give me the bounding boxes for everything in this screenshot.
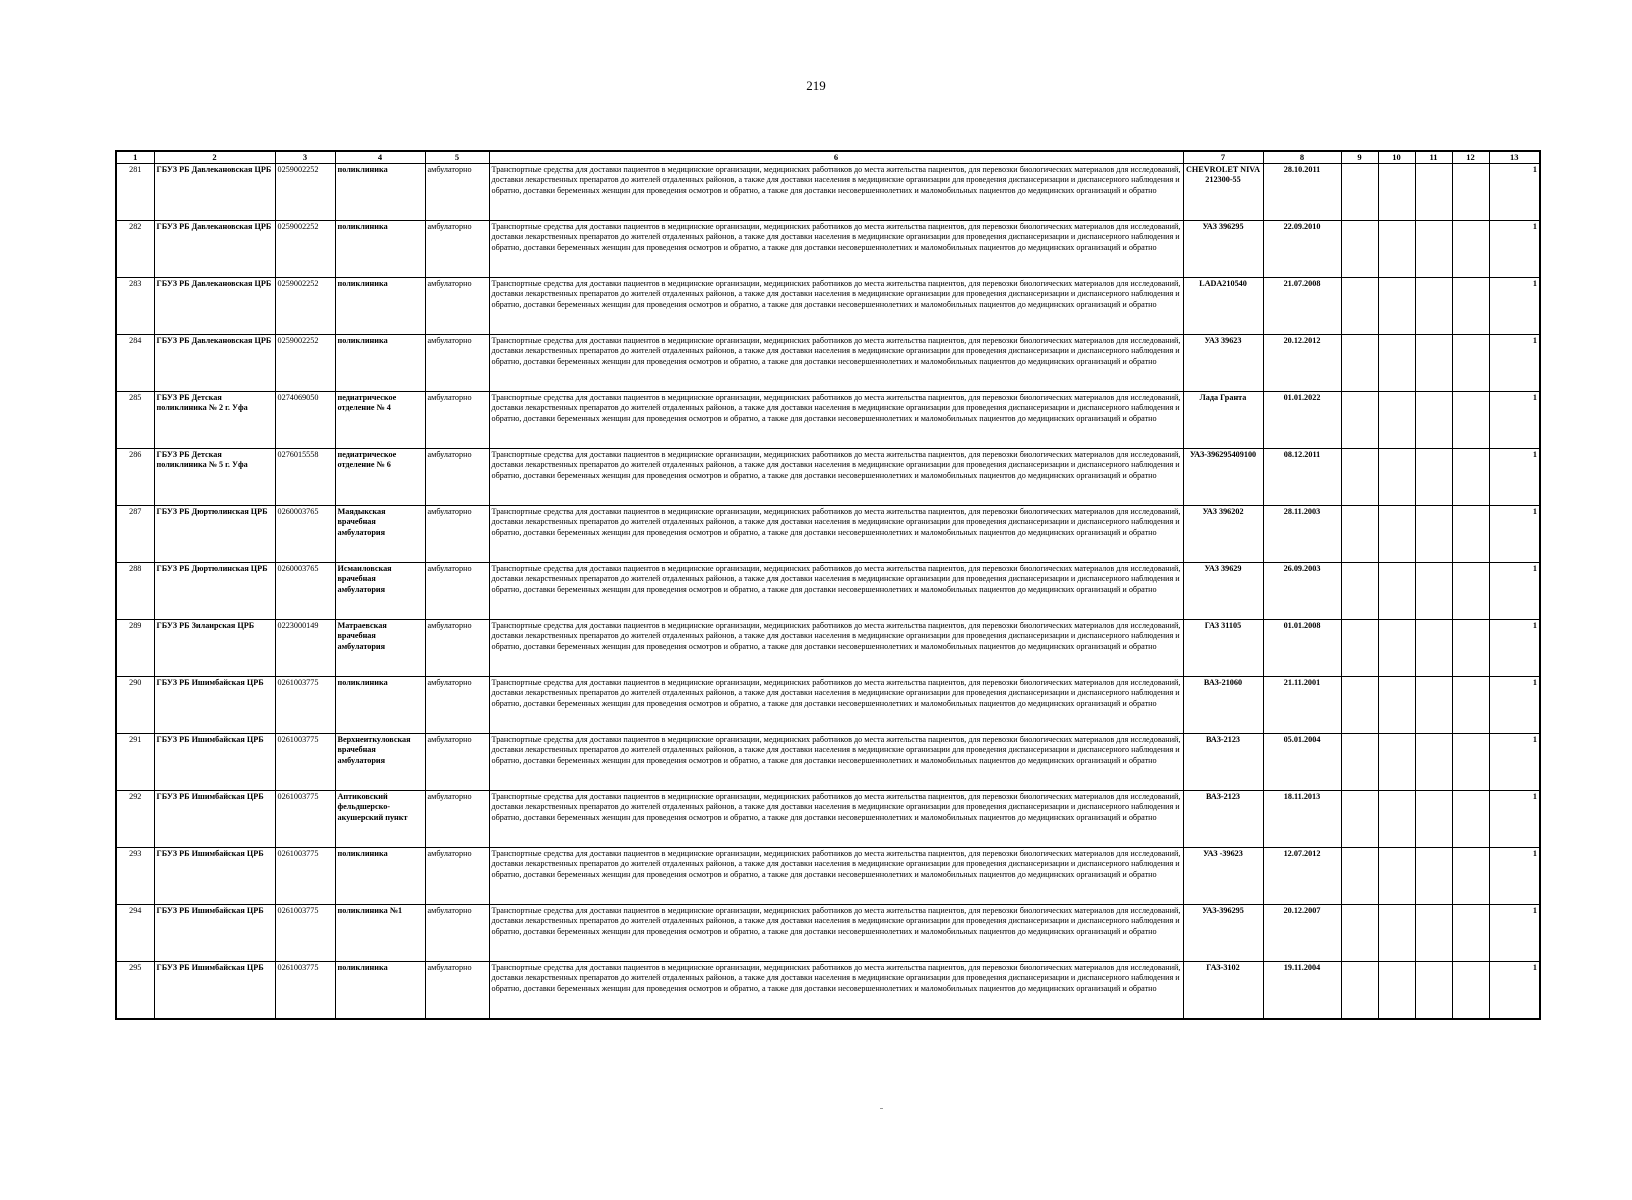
- column-header: 6: [489, 151, 1183, 163]
- column-header: 2: [154, 151, 275, 163]
- empty-cell: [1452, 676, 1489, 733]
- column-header: 8: [1263, 151, 1341, 163]
- care-type-cell: амбулаторно: [425, 163, 489, 220]
- table-row: [116, 277, 1540, 334]
- table-row: [116, 391, 1540, 448]
- row-number-cell: 287: [116, 505, 154, 562]
- empty-cell: [1415, 334, 1452, 391]
- vehicle-model-cell: ГАЗ 31105: [1183, 619, 1263, 676]
- org-code-cell: 0259002252: [275, 163, 335, 220]
- care-type-cell: амбулаторно: [425, 676, 489, 733]
- row-number-cell: 281: [116, 163, 154, 220]
- empty-cell: [1341, 847, 1378, 904]
- date-cell: 01.01.2022: [1263, 391, 1341, 448]
- organization-cell: ГБУЗ РБ Зилаирская ЦРБ: [154, 619, 275, 676]
- row-number-cell: 291: [116, 733, 154, 790]
- empty-cell: [1341, 163, 1378, 220]
- row-number-cell: 289: [116, 619, 154, 676]
- empty-cell: [1452, 790, 1489, 847]
- row-number-cell: 285: [116, 391, 154, 448]
- quantity-cell: 1: [1489, 733, 1540, 790]
- empty-cell: [1415, 961, 1452, 1019]
- row-number-cell: 295: [116, 961, 154, 1019]
- org-code-cell: 0261003775: [275, 847, 335, 904]
- empty-cell: [1341, 676, 1378, 733]
- organization-cell: ГБУЗ РБ Давлекановская ЦРБ: [154, 334, 275, 391]
- empty-cell: [1452, 733, 1489, 790]
- subdivision-cell: Исмаиловская врачебная амбулатория: [335, 562, 425, 619]
- care-type-cell: амбулаторно: [425, 961, 489, 1019]
- empty-cell: [1378, 961, 1415, 1019]
- empty-cell: [1378, 505, 1415, 562]
- empty-cell: [1452, 562, 1489, 619]
- org-code-cell: 0259002252: [275, 220, 335, 277]
- vehicle-model-cell: УАЗ-396295: [1183, 904, 1263, 961]
- date-cell: 18.11.2013: [1263, 790, 1341, 847]
- purpose-cell: Транспортные средства для доставки пациентов в медицинские организации, медицинских работников до места жительства пациентов, для перевозки биологических материалов для исследований, доставки лекарственных препаратов до жителей отдаленных районов, а также для доставки населения в медицинские организации для проведения диспансеризации и диспансерного наблюдения и обратно, доставки беременных женщин для проведения осмотров и обратно, а также для доставки несовершеннолетних и маломобильных пациентов до медицинских организаций и обратно: [489, 334, 1183, 391]
- empty-cell: [1415, 790, 1452, 847]
- empty-cell: [1452, 448, 1489, 505]
- column-header: 13: [1489, 151, 1540, 163]
- empty-cell: [1452, 277, 1489, 334]
- empty-cell: [1415, 619, 1452, 676]
- organization-cell: ГБУЗ РБ Давлекановская ЦРБ: [154, 163, 275, 220]
- vehicle-model-cell: УАЗ 396295: [1183, 220, 1263, 277]
- empty-cell: [1415, 448, 1452, 505]
- org-code-cell: 0274069050: [275, 391, 335, 448]
- empty-cell: [1415, 733, 1452, 790]
- column-header: 4: [335, 151, 425, 163]
- care-type-cell: амбулаторно: [425, 904, 489, 961]
- org-code-cell: 0276015558: [275, 448, 335, 505]
- empty-cell: [1378, 163, 1415, 220]
- table-row: [116, 847, 1540, 904]
- date-cell: 20.12.2007: [1263, 904, 1341, 961]
- empty-cell: [1341, 619, 1378, 676]
- empty-cell: [1341, 562, 1378, 619]
- vehicle-model-cell: ВАЗ-21060: [1183, 676, 1263, 733]
- subdivision-cell: педиатрическое отделение № 6: [335, 448, 425, 505]
- purpose-cell: Транспортные средства для доставки пациентов в медицинские организации, медицинских работников до места жительства пациентов, для перевозки биологических материалов для исследований, доставки лекарственных препаратов до жителей отдаленных районов, а также для доставки населения в медицинские организации для проведения диспансеризации и диспансерного наблюдения и обратно, доставки беременных женщин для проведения осмотров и обратно, а также для доставки несовершеннолетних и маломобильных пациентов до медицинских организаций и обратно: [489, 391, 1183, 448]
- page-number: 219: [806, 78, 826, 93]
- table-row: [116, 334, 1540, 391]
- quantity-cell: 1: [1489, 562, 1540, 619]
- empty-cell: [1452, 334, 1489, 391]
- org-code-cell: 0261003775: [275, 790, 335, 847]
- care-type-cell: амбулаторно: [425, 448, 489, 505]
- purpose-cell: Транспортные средства для доставки пациентов в медицинские организации, медицинских работников до места жительства пациентов, для перевозки биологических материалов для исследований, доставки лекарственных препаратов до жителей отдаленных районов, а также для доставки населения в медицинские организации для проведения диспансеризации и диспансерного наблюдения и обратно, доставки беременных женщин для проведения осмотров и обратно, а также для доставки несовершеннолетних и маломобильных пациентов до медицинских организаций и обратно: [489, 904, 1183, 961]
- empty-cell: [1378, 676, 1415, 733]
- empty-cell: [1452, 220, 1489, 277]
- empty-cell: [1341, 391, 1378, 448]
- date-cell: 21.11.2001: [1263, 676, 1341, 733]
- subdivision-cell: Аптиковский фельдшерско-акушерский пункт: [335, 790, 425, 847]
- quantity-cell: 1: [1489, 904, 1540, 961]
- organization-cell: ГБУЗ РБ Дюртюлинская ЦРБ: [154, 562, 275, 619]
- organization-cell: ГБУЗ РБ Ишимбайская ЦРБ: [154, 790, 275, 847]
- empty-cell: [1341, 961, 1378, 1019]
- subdivision-cell: Матраевская врачебная амбулатория: [335, 619, 425, 676]
- vehicle-model-cell: ВАЗ-2123: [1183, 733, 1263, 790]
- vehicle-registry-table: [115, 150, 1541, 1020]
- care-type-cell: амбулаторно: [425, 562, 489, 619]
- org-code-cell: 0261003775: [275, 676, 335, 733]
- empty-cell: [1452, 391, 1489, 448]
- empty-cell: [1415, 505, 1452, 562]
- subdivision-cell: поликлиника: [335, 220, 425, 277]
- vehicle-model-cell: УАЗ -39623: [1183, 847, 1263, 904]
- subdivision-cell: поликлиника: [335, 676, 425, 733]
- empty-cell: [1415, 391, 1452, 448]
- empty-cell: [1378, 619, 1415, 676]
- org-code-cell: 0260003765: [275, 505, 335, 562]
- quantity-cell: 1: [1489, 448, 1540, 505]
- org-code-cell: 0259002252: [275, 277, 335, 334]
- table-row: [116, 733, 1540, 790]
- quantity-cell: 1: [1489, 220, 1540, 277]
- row-number-cell: 284: [116, 334, 154, 391]
- date-cell: 05.01.2004: [1263, 733, 1341, 790]
- date-cell: 28.11.2003: [1263, 505, 1341, 562]
- empty-cell: [1341, 505, 1378, 562]
- subdivision-cell: поликлиника №1: [335, 904, 425, 961]
- organization-cell: ГБУЗ РБ Ишимбайская ЦРБ: [154, 961, 275, 1019]
- empty-cell: [1378, 277, 1415, 334]
- date-cell: 22.09.2010: [1263, 220, 1341, 277]
- empty-cell: [1341, 733, 1378, 790]
- empty-cell: [1378, 790, 1415, 847]
- quantity-cell: 1: [1489, 961, 1540, 1019]
- org-code-cell: 0261003775: [275, 904, 335, 961]
- purpose-cell: Транспортные средства для доставки пациентов в медицинские организации, медицинских работников до места жительства пациентов, для перевозки биологических материалов для исследований, доставки лекарственных препаратов до жителей отдаленных районов, а также для доставки населения в медицинские организации для проведения диспансеризации и диспансерного наблюдения и обратно, доставки беременных женщин для проведения осмотров и обратно, а также для доставки несовершеннолетних и маломобильных пациентов до медицинских организаций и обратно: [489, 790, 1183, 847]
- column-header: 11: [1415, 151, 1452, 163]
- table-row: [116, 961, 1540, 1019]
- subdivision-cell: Верхнеиткуловская врачебная амбулатория: [335, 733, 425, 790]
- empty-cell: [1415, 676, 1452, 733]
- empty-cell: [1415, 847, 1452, 904]
- quantity-cell: 1: [1489, 676, 1540, 733]
- organization-cell: ГБУЗ РБ Ишимбайская ЦРБ: [154, 733, 275, 790]
- table-row: [116, 562, 1540, 619]
- empty-cell: [1378, 904, 1415, 961]
- care-type-cell: амбулаторно: [425, 619, 489, 676]
- empty-cell: [1415, 220, 1452, 277]
- date-cell: 19.11.2004: [1263, 961, 1341, 1019]
- column-header: 7: [1183, 151, 1263, 163]
- empty-cell: [1452, 961, 1489, 1019]
- organization-cell: ГБУЗ РБ Давлекановская ЦРБ: [154, 220, 275, 277]
- org-code-cell: 0260003765: [275, 562, 335, 619]
- header-row: [116, 151, 1540, 163]
- empty-cell: [1341, 334, 1378, 391]
- date-cell: 01.01.2008: [1263, 619, 1341, 676]
- org-code-cell: 0261003775: [275, 961, 335, 1019]
- empty-cell: [1341, 277, 1378, 334]
- purpose-cell: Транспортные средства для доставки пациентов в медицинские организации, медицинских работников до места жительства пациентов, для перевозки биологических материалов для исследований, доставки лекарственных препаратов до жителей отдаленных районов, а также для доставки населения в медицинские организации для проведения диспансеризации и диспансерного наблюдения и обратно, доставки беременных женщин для проведения осмотров и обратно, а также для доставки несовершеннолетних и маломобильных пациентов до медицинских организаций и обратно: [489, 676, 1183, 733]
- scan-speck: [880, 1108, 883, 1109]
- subdivision-cell: Маядыкская врачебная амбулатория: [335, 505, 425, 562]
- empty-cell: [1452, 847, 1489, 904]
- date-cell: 28.10.2011: [1263, 163, 1341, 220]
- row-number-cell: 286: [116, 448, 154, 505]
- empty-cell: [1378, 562, 1415, 619]
- care-type-cell: амбулаторно: [425, 733, 489, 790]
- empty-cell: [1341, 790, 1378, 847]
- organization-cell: ГБУЗ РБ Давлекановская ЦРБ: [154, 277, 275, 334]
- column-header: 9: [1341, 151, 1378, 163]
- subdivision-cell: педиатрическое отделение № 4: [335, 391, 425, 448]
- quantity-cell: 1: [1489, 505, 1540, 562]
- vehicle-model-cell: Лада Гранта: [1183, 391, 1263, 448]
- empty-cell: [1378, 220, 1415, 277]
- empty-cell: [1452, 505, 1489, 562]
- purpose-cell: Транспортные средства для доставки пациентов в медицинские организации, медицинских работников до места жительства пациентов, для перевозки биологических материалов для исследований, доставки лекарственных препаратов до жителей отдаленных районов, а также для доставки населения в медицинские организации для проведения диспансеризации и диспансерного наблюдения и обратно, доставки беременных женщин для проведения осмотров и обратно, а также для доставки несовершеннолетних и маломобильных пациентов до медицинских организаций и обратно: [489, 847, 1183, 904]
- empty-cell: [1452, 163, 1489, 220]
- empty-cell: [1415, 904, 1452, 961]
- row-number-cell: 290: [116, 676, 154, 733]
- organization-cell: ГБУЗ РБ Детская поликлиника № 5 г. Уфа: [154, 448, 275, 505]
- table-row: [116, 220, 1540, 277]
- table-row: [116, 505, 1540, 562]
- quantity-cell: 1: [1489, 790, 1540, 847]
- vehicle-model-cell: ГАЗ-3102: [1183, 961, 1263, 1019]
- table-row: [116, 163, 1540, 220]
- vehicle-model-cell: LADA210540: [1183, 277, 1263, 334]
- org-code-cell: 0223000149: [275, 619, 335, 676]
- purpose-cell: Транспортные средства для доставки пациентов в медицинские организации, медицинских работников до места жительства пациентов, для перевозки биологических материалов для исследований, доставки лекарственных препаратов до жителей отдаленных районов, а также для доставки населения в медицинские организации для проведения диспансеризации и диспансерного наблюдения и обратно, доставки беременных женщин для проведения осмотров и обратно, а также для доставки несовершеннолетних и маломобильных пациентов до медицинских организаций и обратно: [489, 277, 1183, 334]
- empty-cell: [1378, 334, 1415, 391]
- table-body: [116, 163, 1540, 1019]
- date-cell: 08.12.2011: [1263, 448, 1341, 505]
- purpose-cell: Транспортные средства для доставки пациентов в медицинские организации, медицинских работников до места жительства пациентов, для перевозки биологических материалов для исследований, доставки лекарственных препаратов до жителей отдаленных районов, а также для доставки населения в медицинские организации для проведения диспансеризации и диспансерного наблюдения и обратно, доставки беременных женщин для проведения осмотров и обратно, а также для доставки несовершеннолетних и маломобильных пациентов до медицинских организаций и обратно: [489, 220, 1183, 277]
- column-header: 12: [1452, 151, 1489, 163]
- purpose-cell: Транспортные средства для доставки пациентов в медицинские организации, медицинских работников до места жительства пациентов, для перевозки биологических материалов для исследований, доставки лекарственных препаратов до жителей отдаленных районов, а также для доставки населения в медицинские организации для проведения диспансеризации и диспансерного наблюдения и обратно, доставки беременных женщин для проведения осмотров и обратно, а также для доставки несовершеннолетних и маломобильных пациентов до медицинских организаций и обратно: [489, 619, 1183, 676]
- subdivision-cell: поликлиника: [335, 847, 425, 904]
- subdivision-cell: поликлиника: [335, 961, 425, 1019]
- quantity-cell: 1: [1489, 619, 1540, 676]
- empty-cell: [1452, 619, 1489, 676]
- quantity-cell: 1: [1489, 334, 1540, 391]
- care-type-cell: амбулаторно: [425, 847, 489, 904]
- date-cell: 21.07.2008: [1263, 277, 1341, 334]
- table-row: [116, 790, 1540, 847]
- empty-cell: [1378, 391, 1415, 448]
- row-number-cell: 294: [116, 904, 154, 961]
- quantity-cell: 1: [1489, 163, 1540, 220]
- empty-cell: [1341, 220, 1378, 277]
- subdivision-cell: поликлиника: [335, 334, 425, 391]
- row-number-cell: 283: [116, 277, 154, 334]
- purpose-cell: Транспортные средства для доставки пациентов в медицинские организации, медицинских работников до места жительства пациентов, для перевозки биологических материалов для исследований, доставки лекарственных препаратов до жителей отдаленных районов, а также для доставки населения в медицинские организации для проведения диспансеризации и диспансерного наблюдения и обратно, доставки беременных женщин для проведения осмотров и обратно, а также для доставки несовершеннолетних и маломобильных пациентов до медицинских организаций и обратно: [489, 733, 1183, 790]
- organization-cell: ГБУЗ РБ Дюртюлинская ЦРБ: [154, 505, 275, 562]
- table-row: [116, 904, 1540, 961]
- vehicle-model-cell: УАЗ 39623: [1183, 334, 1263, 391]
- care-type-cell: амбулаторно: [425, 277, 489, 334]
- vehicle-model-cell: CHEVROLET NIVA 212300-55: [1183, 163, 1263, 220]
- vehicle-model-cell: ВАЗ-2123: [1183, 790, 1263, 847]
- purpose-cell: Транспортные средства для доставки пациентов в медицинские организации, медицинских работников до места жительства пациентов, для перевозки биологических материалов для исследований, доставки лекарственных препаратов до жителей отдаленных районов, а также для доставки населения в медицинские организации для проведения диспансеризации и диспансерного наблюдения и обратно, доставки беременных женщин для проведения осмотров и обратно, а также для доставки несовершеннолетних и маломобильных пациентов до медицинских организаций и обратно: [489, 505, 1183, 562]
- organization-cell: ГБУЗ РБ Ишимбайская ЦРБ: [154, 847, 275, 904]
- empty-cell: [1378, 733, 1415, 790]
- table-row: [116, 448, 1540, 505]
- purpose-cell: Транспортные средства для доставки пациентов в медицинские организации, медицинских работников до места жительства пациентов, для перевозки биологических материалов для исследований, доставки лекарственных препаратов до жителей отдаленных районов, а также для доставки населения в медицинские организации для проведения диспансеризации и диспансерного наблюдения и обратно, доставки беременных женщин для проведения осмотров и обратно, а также для доставки несовершеннолетних и маломобильных пациентов до медицинских организаций и обратно: [489, 163, 1183, 220]
- date-cell: 12.07.2012: [1263, 847, 1341, 904]
- vehicle-model-cell: УАЗ-396295409100: [1183, 448, 1263, 505]
- subdivision-cell: поликлиника: [335, 277, 425, 334]
- organization-cell: ГБУЗ РБ Детская поликлиника № 2 г. Уфа: [154, 391, 275, 448]
- purpose-cell: Транспортные средства для доставки пациентов в медицинские организации, медицинских работников до места жительства пациентов, для перевозки биологических материалов для исследований, доставки лекарственных препаратов до жителей отдаленных районов, а также для доставки населения в медицинские организации для проведения диспансеризации и диспансерного наблюдения и обратно, доставки беременных женщин для проведения осмотров и обратно, а также для доставки несовершеннолетних и маломобильных пациентов до медицинских организаций и обратно: [489, 961, 1183, 1019]
- org-code-cell: 0261003775: [275, 733, 335, 790]
- org-code-cell: 0259002252: [275, 334, 335, 391]
- empty-cell: [1415, 277, 1452, 334]
- empty-cell: [1378, 448, 1415, 505]
- quantity-cell: 1: [1489, 277, 1540, 334]
- column-header: 10: [1378, 151, 1415, 163]
- organization-cell: ГБУЗ РБ Ишимбайская ЦРБ: [154, 676, 275, 733]
- care-type-cell: амбулаторно: [425, 505, 489, 562]
- date-cell: 26.09.2003: [1263, 562, 1341, 619]
- vehicle-model-cell: УАЗ 396202: [1183, 505, 1263, 562]
- subdivision-cell: поликлиника: [335, 163, 425, 220]
- row-number-cell: 293: [116, 847, 154, 904]
- table-row: [116, 619, 1540, 676]
- column-header: 1: [116, 151, 154, 163]
- empty-cell: [1452, 904, 1489, 961]
- column-header: 5: [425, 151, 489, 163]
- empty-cell: [1378, 847, 1415, 904]
- care-type-cell: амбулаторно: [425, 220, 489, 277]
- care-type-cell: амбулаторно: [425, 790, 489, 847]
- empty-cell: [1341, 904, 1378, 961]
- empty-cell: [1415, 562, 1452, 619]
- quantity-cell: 1: [1489, 391, 1540, 448]
- date-cell: 20.12.2012: [1263, 334, 1341, 391]
- empty-cell: [1341, 448, 1378, 505]
- care-type-cell: амбулаторно: [425, 391, 489, 448]
- empty-cell: [1415, 163, 1452, 220]
- vehicle-model-cell: УАЗ 39629: [1183, 562, 1263, 619]
- care-type-cell: амбулаторно: [425, 334, 489, 391]
- row-number-cell: 288: [116, 562, 154, 619]
- purpose-cell: Транспортные средства для доставки пациентов в медицинские организации, медицинских работников до места жительства пациентов, для перевозки биологических материалов для исследований, доставки лекарственных препаратов до жителей отдаленных районов, а также для доставки населения в медицинские организации для проведения диспансеризации и диспансерного наблюдения и обратно, доставки беременных женщин для проведения осмотров и обратно, а также для доставки несовершеннолетних и маломобильных пациентов до медицинских организаций и обратно: [489, 562, 1183, 619]
- organization-cell: ГБУЗ РБ Ишимбайская ЦРБ: [154, 904, 275, 961]
- row-number-cell: 282: [116, 220, 154, 277]
- quantity-cell: 1: [1489, 847, 1540, 904]
- row-number-cell: 292: [116, 790, 154, 847]
- table-row: [116, 676, 1540, 733]
- purpose-cell: Транспортные средства для доставки пациентов в медицинские организации, медицинских работников до места жительства пациентов, для перевозки биологических материалов для исследований, доставки лекарственных препаратов до жителей отдаленных районов, а также для доставки населения в медицинские организации для проведения диспансеризации и диспансерного наблюдения и обратно, доставки беременных женщин для проведения осмотров и обратно, а также для доставки несовершеннолетних и маломобильных пациентов до медицинских организаций и обратно: [489, 448, 1183, 505]
- column-header: 3: [275, 151, 335, 163]
